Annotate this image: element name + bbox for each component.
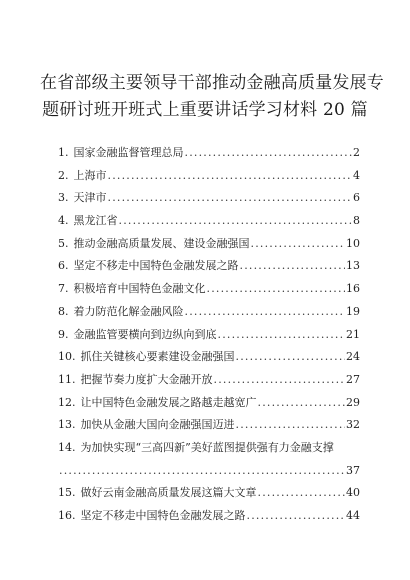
toc-entry [58,142,360,165]
toc-leader-dots [108,187,353,210]
toc-entry [58,369,360,392]
toc-entry-page: 8 [353,214,360,228]
toc-leader-dots [251,233,346,256]
toc-entry-page: 29 [346,395,360,409]
toc-entry-title: 为加快实现“三高四新”美好蓝图提供强有力金融支撑 [80,440,334,454]
toc-entry-page: 32 [346,418,360,432]
toc-entry-page: 6 [353,191,360,205]
toc-entry-continuation [58,460,360,483]
toc-leader-dots [185,142,353,165]
toc-entry-page: 27 [346,372,360,386]
toc-entry-title: 坚定不移走中国特色金融发展之路 [80,509,246,522]
toc-entry-page: 2 [353,146,360,159]
toc-entry-page: 16 [346,282,360,296]
toc-entry-number: 1. [58,146,69,159]
toc-leader-dots [119,210,353,233]
toc-entry-title: 上海市 [73,168,107,182]
toc-entry-page: 13 [346,259,360,273]
table-of-contents [58,142,360,528]
toc-entry-title: 做好云南金融高质量发展这篇大文章 [80,486,257,500]
toc-entry-title: 黑龙江省 [73,214,118,228]
toc-entry-title: 让中国特色金融发展之路越走越宽广 [80,395,257,409]
toc-entry-title: 着力防范化解金融风险 [73,304,184,318]
toc-leader-dots [59,460,345,483]
toc-entry-number: 7. [58,282,69,296]
toc-entry-number: 9. [58,327,69,341]
toc-entry-title: 加快从金融大国向金融强国迈进 [80,418,235,432]
toc-entry-title: 国家金融监督管理总局 [73,146,184,159]
toc-entry-page: 21 [346,327,360,341]
document-title [40,70,384,124]
toc-entry-number: 3. [58,191,69,205]
toc-entry-number: 12. [58,395,76,409]
toc-entry [58,414,360,437]
toc-entry-number: 16. [58,509,76,522]
toc-entry [58,346,360,369]
toc-entry [58,233,360,256]
toc-entry-number: 10. [58,350,76,364]
toc-entry-page: 4 [353,168,360,182]
toc-entry [58,210,360,233]
toc-entry-page: 40 [346,486,360,500]
toc-entry-page: 37 [346,463,360,477]
toc-leader-dots [236,346,346,369]
toc-entry-page: 10 [346,236,360,250]
toc-leader-dots [258,392,346,415]
toc-entry-number: 14. [58,440,76,454]
toc-entry [58,301,360,324]
toc-leader-dots [258,482,346,505]
toc-entry [58,392,360,415]
toc-entry-title: 天津市 [73,191,107,205]
toc-entry [58,187,360,210]
toc-entry-title: 坚定不移走中国特色金融发展之路 [73,259,239,273]
toc-entry-page: 44 [346,509,360,522]
toc-entry-title: 推动金融高质量发展、建设金融强国 [73,236,250,250]
title-line-1: 在省部级主要领导干部推动金融高质量发展专 [40,73,384,93]
toc-entry-number: 2. [58,168,69,182]
toc-entry-title: 把握节奏力度扩大金融开放 [80,372,213,386]
toc-entry [58,437,360,460]
toc-entry-page: 19 [346,304,360,318]
toc-entry [58,324,360,347]
toc-entry-number: 15. [58,486,76,500]
toc-leader-dots [240,255,346,278]
toc-entry [58,278,360,301]
toc-entry-number: 13. [58,418,76,432]
toc-entry-title: 积极培育中国特色金融文化 [73,282,206,296]
toc-leader-dots [218,324,346,347]
toc-entry-page: 24 [346,350,360,364]
toc-entry-number: 11. [58,372,76,386]
toc-leader-dots [247,505,346,528]
toc-entry [58,482,360,505]
toc-entry-number: 5. [58,236,69,250]
toc-entry-number: 6. [58,259,69,273]
toc-entry [58,505,360,528]
title-line-2: 题研讨班开班式上重要讲话学习材料 20 篇 [42,100,368,120]
toc-entry-title: 金融监管要横向到边纵向到底 [73,327,217,341]
toc-leader-dots [207,278,346,301]
toc-entry-number: 4. [58,214,69,228]
toc-entry [58,165,360,188]
toc-entry [58,255,360,278]
toc-leader-dots [108,165,353,188]
toc-leader-dots [214,369,346,392]
toc-entry-title: 抓住关键核心要素建设金融强国 [80,350,235,364]
toc-leader-dots [185,301,346,324]
toc-leader-dots [236,414,346,437]
toc-entry-number: 8. [58,304,69,318]
